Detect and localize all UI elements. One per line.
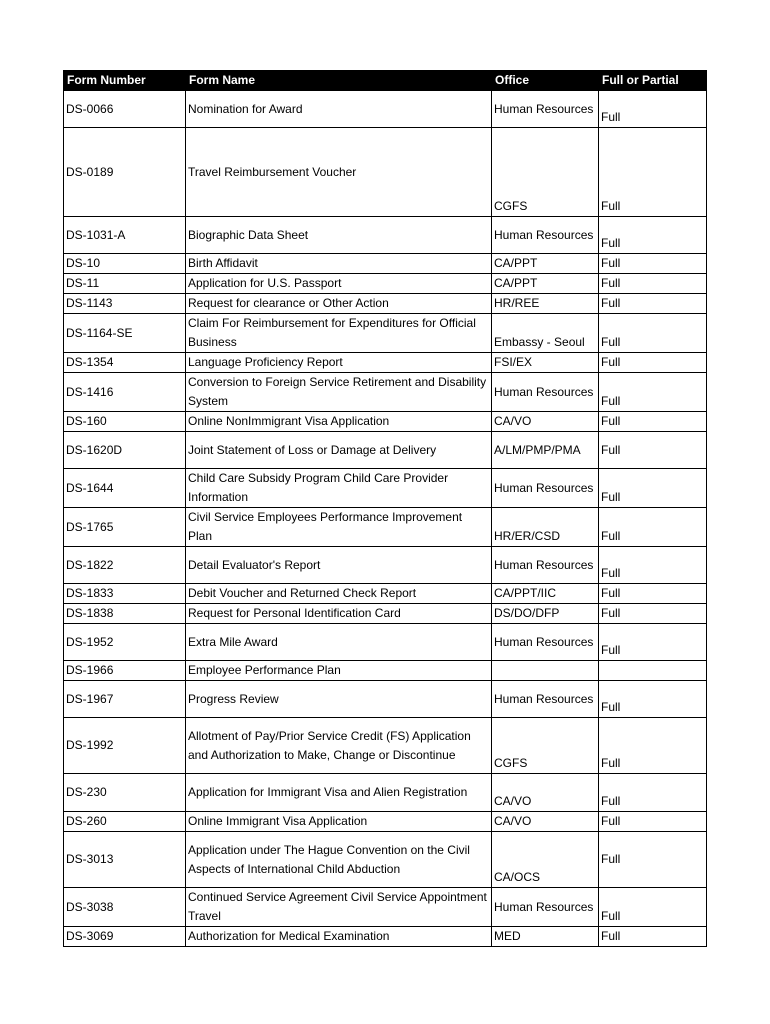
table-row bbox=[64, 254, 707, 274]
form-name-cell: Conversion to Foreign Service Retirement and Disability System bbox=[186, 373, 492, 412]
full-or-partial-cell: Full bbox=[599, 254, 707, 274]
table-row bbox=[64, 927, 707, 947]
full-or-partial-cell: Full bbox=[599, 584, 707, 604]
table-row bbox=[64, 91, 707, 128]
form-number-cell: DS-3038 bbox=[64, 888, 186, 927]
full-or-partial-cell: Full bbox=[599, 217, 707, 254]
table-row bbox=[64, 718, 707, 774]
form-number-cell: DS-1765 bbox=[64, 508, 186, 547]
form-number-cell: DS-260 bbox=[64, 812, 186, 832]
form-name-cell: Birth Affidavit bbox=[186, 254, 492, 274]
form-number-cell: DS-1620D bbox=[64, 432, 186, 469]
office-cell: CGFS bbox=[492, 128, 599, 217]
form-name-cell: Continued Service Agreement Civil Service Appointment Travel bbox=[186, 888, 492, 927]
form-number-cell: DS-1966 bbox=[64, 661, 186, 681]
form-number-cell: DS-1952 bbox=[64, 624, 186, 661]
full-or-partial-cell: Full bbox=[599, 432, 707, 469]
form-name-cell: Child Care Subsidy Program Child Care Provider Information bbox=[186, 469, 492, 508]
office-cell: MED bbox=[492, 927, 599, 947]
table-row bbox=[64, 217, 707, 254]
header-row bbox=[64, 71, 707, 91]
form-name-cell: Request for clearance or Other Action bbox=[186, 294, 492, 314]
form-number-cell: DS-1838 bbox=[64, 604, 186, 624]
office-cell: FSI/EX bbox=[492, 353, 599, 373]
form-name-cell: Authorization for Medical Examination bbox=[186, 927, 492, 947]
form-number-cell: DS-160 bbox=[64, 412, 186, 432]
office-cell: Human Resources bbox=[492, 91, 599, 128]
table-row bbox=[64, 604, 707, 624]
forms-sheet bbox=[63, 70, 706, 947]
form-name-cell: Request for Personal Identification Card bbox=[186, 604, 492, 624]
table-row bbox=[64, 373, 707, 412]
full-or-partial-cell: Full bbox=[599, 547, 707, 584]
office-cell: CA/VO bbox=[492, 774, 599, 812]
form-number-cell: DS-1992 bbox=[64, 718, 186, 774]
office-cell: A/LM/PMP/PMA bbox=[492, 432, 599, 469]
office-cell: Human Resources bbox=[492, 469, 599, 508]
full-or-partial-cell: Full bbox=[599, 927, 707, 947]
form-number-cell: DS-3013 bbox=[64, 832, 186, 888]
form-name-cell: Application under The Hague Convention on the Civil Aspects of International Child Abduction bbox=[186, 832, 492, 888]
form-name-cell: Language Proficiency Report bbox=[186, 353, 492, 373]
form-name-cell: Civil Service Employees Performance Improvement Plan bbox=[186, 508, 492, 547]
table-row bbox=[64, 774, 707, 812]
table-row bbox=[64, 624, 707, 661]
office-cell: DS/DO/DFP bbox=[492, 604, 599, 624]
form-name-cell: Application for Immigrant Visa and Alien Registration bbox=[186, 774, 492, 812]
office-cell: Human Resources bbox=[492, 888, 599, 927]
full-or-partial-cell bbox=[599, 661, 707, 681]
office-cell: CA/VO bbox=[492, 812, 599, 832]
full-or-partial-cell: Full bbox=[599, 681, 707, 718]
full-or-partial-cell: Full bbox=[599, 373, 707, 412]
table-row bbox=[64, 812, 707, 832]
table-row bbox=[64, 584, 707, 604]
office-cell: HR/ER/CSD bbox=[492, 508, 599, 547]
form-name-cell: Joint Statement of Loss or Damage at Delivery bbox=[186, 432, 492, 469]
table-body bbox=[64, 91, 707, 947]
office-cell: Human Resources bbox=[492, 547, 599, 584]
form-number-cell: DS-1164-SE bbox=[64, 314, 186, 353]
table-row bbox=[64, 661, 707, 681]
form-number-cell: DS-0189 bbox=[64, 128, 186, 217]
header-full-or-partial: Full or Partial bbox=[599, 71, 707, 91]
form-name-cell: Online Immigrant Visa Application bbox=[186, 812, 492, 832]
form-name-cell: Application for U.S. Passport bbox=[186, 274, 492, 294]
office-cell: CA/PPT bbox=[492, 274, 599, 294]
form-number-cell: DS-230 bbox=[64, 774, 186, 812]
table-row bbox=[64, 432, 707, 469]
forms-table bbox=[63, 70, 707, 947]
table-row bbox=[64, 294, 707, 314]
form-name-cell: Debit Voucher and Returned Check Report bbox=[186, 584, 492, 604]
full-or-partial-cell: Full bbox=[599, 314, 707, 353]
full-or-partial-cell: Full bbox=[599, 832, 707, 888]
full-or-partial-cell: Full bbox=[599, 353, 707, 373]
full-or-partial-cell: Full bbox=[599, 412, 707, 432]
table-row bbox=[64, 888, 707, 927]
office-cell: CA/VO bbox=[492, 412, 599, 432]
form-name-cell: Claim For Reimbursement for Expenditures for Official Business bbox=[186, 314, 492, 353]
office-cell: CGFS bbox=[492, 718, 599, 774]
office-cell: CA/OCS bbox=[492, 832, 599, 888]
form-number-cell: DS-1354 bbox=[64, 353, 186, 373]
table-row bbox=[64, 508, 707, 547]
office-cell: CA/PPT/IIC bbox=[492, 584, 599, 604]
office-cell: Embassy - Seoul bbox=[492, 314, 599, 353]
form-number-cell: DS-3069 bbox=[64, 927, 186, 947]
full-or-partial-cell: Full bbox=[599, 128, 707, 217]
form-name-cell: Travel Reimbursement Voucher bbox=[186, 128, 492, 217]
form-name-cell: Detail Evaluator's Report bbox=[186, 547, 492, 584]
full-or-partial-cell: Full bbox=[599, 604, 707, 624]
header-form-number: Form Number bbox=[64, 71, 186, 91]
form-name-cell: Biographic Data Sheet bbox=[186, 217, 492, 254]
form-name-cell: Extra Mile Award bbox=[186, 624, 492, 661]
header-office: Office bbox=[492, 71, 599, 91]
form-name-cell: Allotment of Pay/Prior Service Credit (FS) Application and Authorization to Make, Change or Discontinue bbox=[186, 718, 492, 774]
form-number-cell: DS-1967 bbox=[64, 681, 186, 718]
office-cell: HR/REE bbox=[492, 294, 599, 314]
form-number-cell: DS-0066 bbox=[64, 91, 186, 128]
full-or-partial-cell: Full bbox=[599, 718, 707, 774]
full-or-partial-cell: Full bbox=[599, 508, 707, 547]
form-name-cell: Progress Review bbox=[186, 681, 492, 718]
table-row bbox=[64, 314, 707, 353]
table-row bbox=[64, 274, 707, 294]
form-number-cell: DS-10 bbox=[64, 254, 186, 274]
table-row bbox=[64, 469, 707, 508]
full-or-partial-cell: Full bbox=[599, 294, 707, 314]
office-cell: CA/PPT bbox=[492, 254, 599, 274]
full-or-partial-cell: Full bbox=[599, 624, 707, 661]
office-cell: Human Resources bbox=[492, 681, 599, 718]
form-number-cell: DS-1416 bbox=[64, 373, 186, 412]
table-row bbox=[64, 412, 707, 432]
office-cell: Human Resources bbox=[492, 624, 599, 661]
table-row bbox=[64, 547, 707, 584]
form-number-cell: DS-1833 bbox=[64, 584, 186, 604]
full-or-partial-cell: Full bbox=[599, 91, 707, 128]
full-or-partial-cell: Full bbox=[599, 812, 707, 832]
full-or-partial-cell: Full bbox=[599, 274, 707, 294]
full-or-partial-cell: Full bbox=[599, 774, 707, 812]
form-number-cell: DS-1031-A bbox=[64, 217, 186, 254]
form-number-cell: DS-11 bbox=[64, 274, 186, 294]
table-row bbox=[64, 681, 707, 718]
office-cell: Human Resources bbox=[492, 217, 599, 254]
form-name-cell: Employee Performance Plan bbox=[186, 661, 492, 681]
table-row bbox=[64, 128, 707, 217]
office-cell: Human Resources bbox=[492, 373, 599, 412]
form-name-cell: Online NonImmigrant Visa Application bbox=[186, 412, 492, 432]
office-cell bbox=[492, 661, 599, 681]
full-or-partial-cell: Full bbox=[599, 469, 707, 508]
header-form-name: Form Name bbox=[186, 71, 492, 91]
form-name-cell: Nomination for Award bbox=[186, 91, 492, 128]
table-row bbox=[64, 832, 707, 888]
form-number-cell: DS-1644 bbox=[64, 469, 186, 508]
full-or-partial-cell: Full bbox=[599, 888, 707, 927]
table-row bbox=[64, 353, 707, 373]
form-number-cell: DS-1143 bbox=[64, 294, 186, 314]
form-number-cell: DS-1822 bbox=[64, 547, 186, 584]
